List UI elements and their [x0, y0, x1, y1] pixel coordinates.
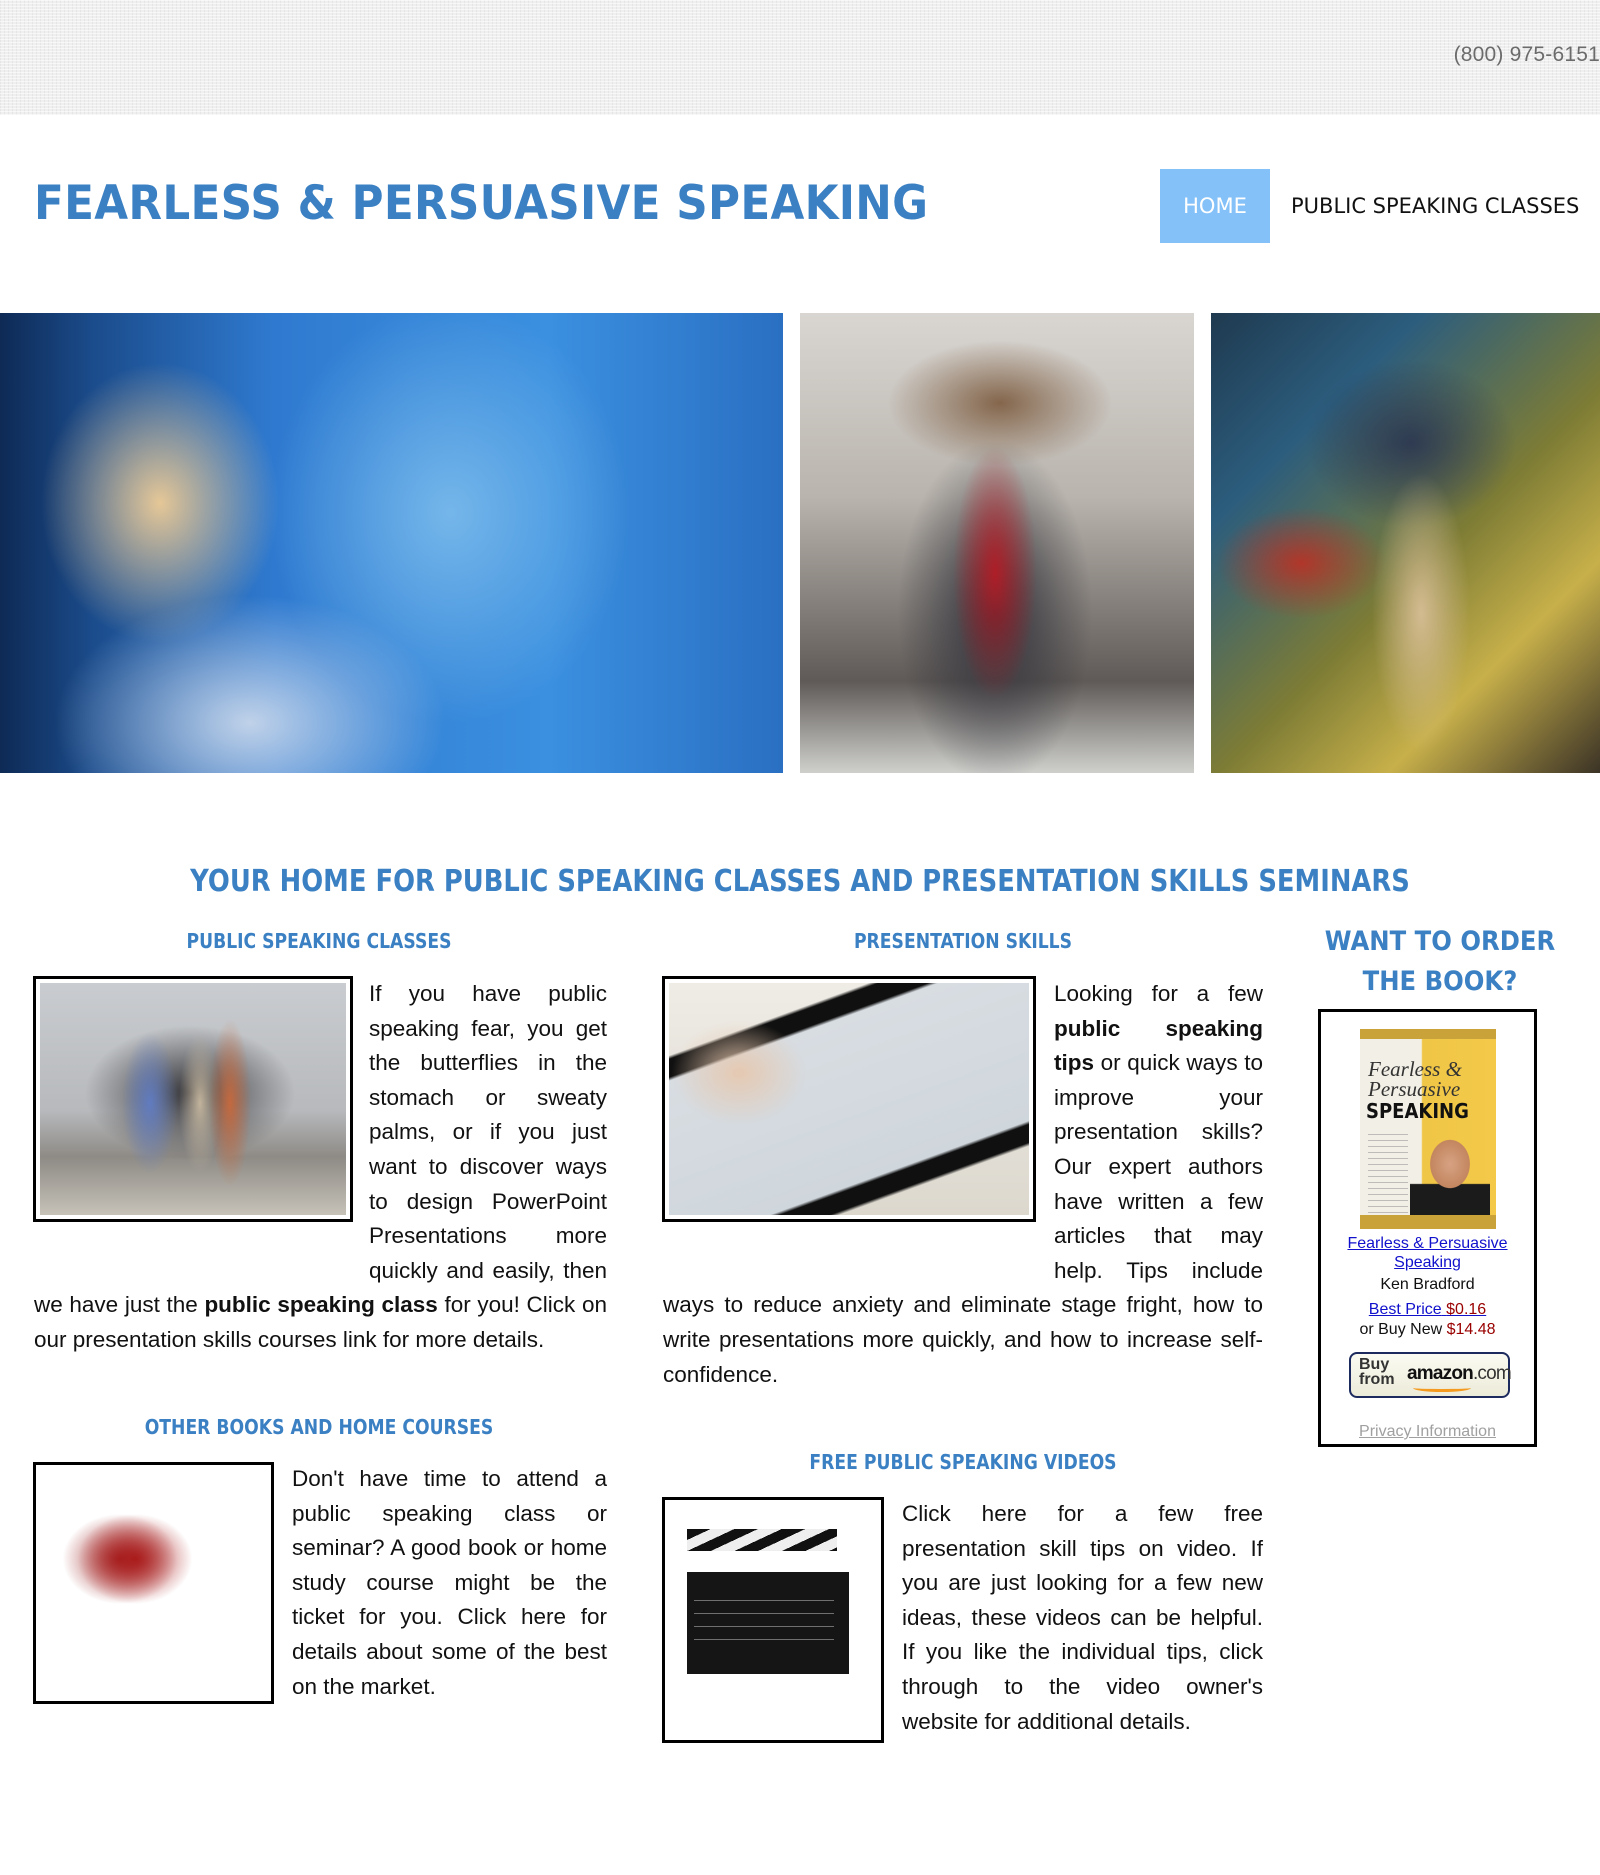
amazon-widget — [1318, 1009, 1537, 1447]
clapperboard-image — [669, 1504, 877, 1736]
best-price-link[interactable]: Best Price $0.16 — [1368, 1301, 1487, 1318]
cover-title-bold: SPEAKING — [1366, 1099, 1469, 1123]
book-author: Ken Bradford — [1380, 1276, 1475, 1293]
books-thumbnail[interactable] — [33, 1462, 274, 1704]
privacy-information-link[interactable]: Privacy Information — [1359, 1423, 1496, 1440]
classes-paragraph: If you have public speaking fear, you get the butterflies in the stomach or sweaty palms, or if you just want to discover ways to design PowerPoint Presentations more quickly and easily, then we have just the public speaking class for you! Click on our presentation skills courses link for more details. — [34, 977, 607, 1358]
buy-from-label: Buy from — [1359, 1356, 1395, 1388]
float-spacer — [663, 977, 1054, 1257]
nav-item-public-speaking-classes[interactable]: PUBLIC SPEAKING CLASSES — [1291, 194, 1580, 218]
amazon-smile-icon — [1413, 1384, 1471, 1392]
section-heading-classes: PUBLIC SPEAKING CLASSES — [186, 929, 452, 953]
cover-text-lines — [1368, 1134, 1408, 1214]
section-heading-videos: FREE PUBLIC SPEAKING VIDEOS — [809, 1450, 1117, 1474]
videos-paragraph: Click here for a few free presentation skill tips on video. If you are just looking for a few new ideas, these videos can be helpful. If you like the individual tips, click through to the video owner's website for additional details. — [902, 1501, 1263, 1734]
nav-item-home[interactable]: HOME — [1160, 169, 1270, 243]
public-speaking-tips-link[interactable]: public speaking tips — [1054, 1015, 1263, 1076]
site-title[interactable]: FEARLESS & PERSUASIVE SPEAKING — [34, 176, 929, 231]
book-cover-image[interactable] — [1360, 1029, 1496, 1229]
section-heading-presentation-skills: PRESENTATION SKILLS — [853, 929, 1073, 953]
stage-speaker-photo — [1211, 313, 1600, 773]
speaker-thumbs-up-photo — [0, 313, 783, 773]
hero-banner — [0, 313, 1600, 773]
group-class-photo — [800, 313, 1194, 773]
amazon-logo-icon: amazon.com — [1407, 1363, 1511, 1384]
presentation-skills-paragraph: Looking for a few public speaking tips or quick ways to improve your presentation skills? Our expert authors have written a few articles that may help. Tips include ways to reduce anxiety and eliminate stage fright, how to write presentations more quickly, and how to increase self-confidence. — [663, 977, 1263, 1392]
top-bar — [0, 0, 1600, 115]
videos-thumbnail[interactable] — [662, 1497, 884, 1743]
sidebar-heading: WANT TO ORDER THE BOOK? — [1324, 926, 1556, 997]
public-speaking-class-link[interactable]: public speaking class — [204, 1292, 438, 1318]
page-tagline: YOUR HOME FOR PUBLIC SPEAKING CLASSES AND PRESENTATION SKILLS SEMINARS — [190, 864, 1410, 899]
float-spacer — [34, 977, 369, 1257]
cover-title-script: Fearless & Persuasive — [1368, 1057, 1462, 1101]
book-title-link[interactable]: Fearless & Persuasive Speaking — [1347, 1235, 1508, 1271]
buy-new-row: or Buy New $14.48 — [1359, 1321, 1496, 1338]
buy-new-price: $14.48 — [1446, 1321, 1496, 1338]
buy-from-amazon-button[interactable] — [1349, 1352, 1510, 1398]
books-paragraph: Don't have time to attend a public speaking class or seminar? A good book or home study course might be the ticket for you. Click here for details about some of the best on the market. — [292, 1466, 607, 1699]
fearless-presentations-book-image — [40, 1469, 267, 1697]
phone-number: (800) 975-6151 — [1453, 43, 1600, 66]
author-portrait — [1410, 1134, 1490, 1224]
best-price-row — [1321, 1301, 1534, 1319]
section-heading-books: OTHER BOOKS AND HOME COURSES — [144, 1415, 494, 1439]
main-nav — [1160, 169, 1579, 243]
